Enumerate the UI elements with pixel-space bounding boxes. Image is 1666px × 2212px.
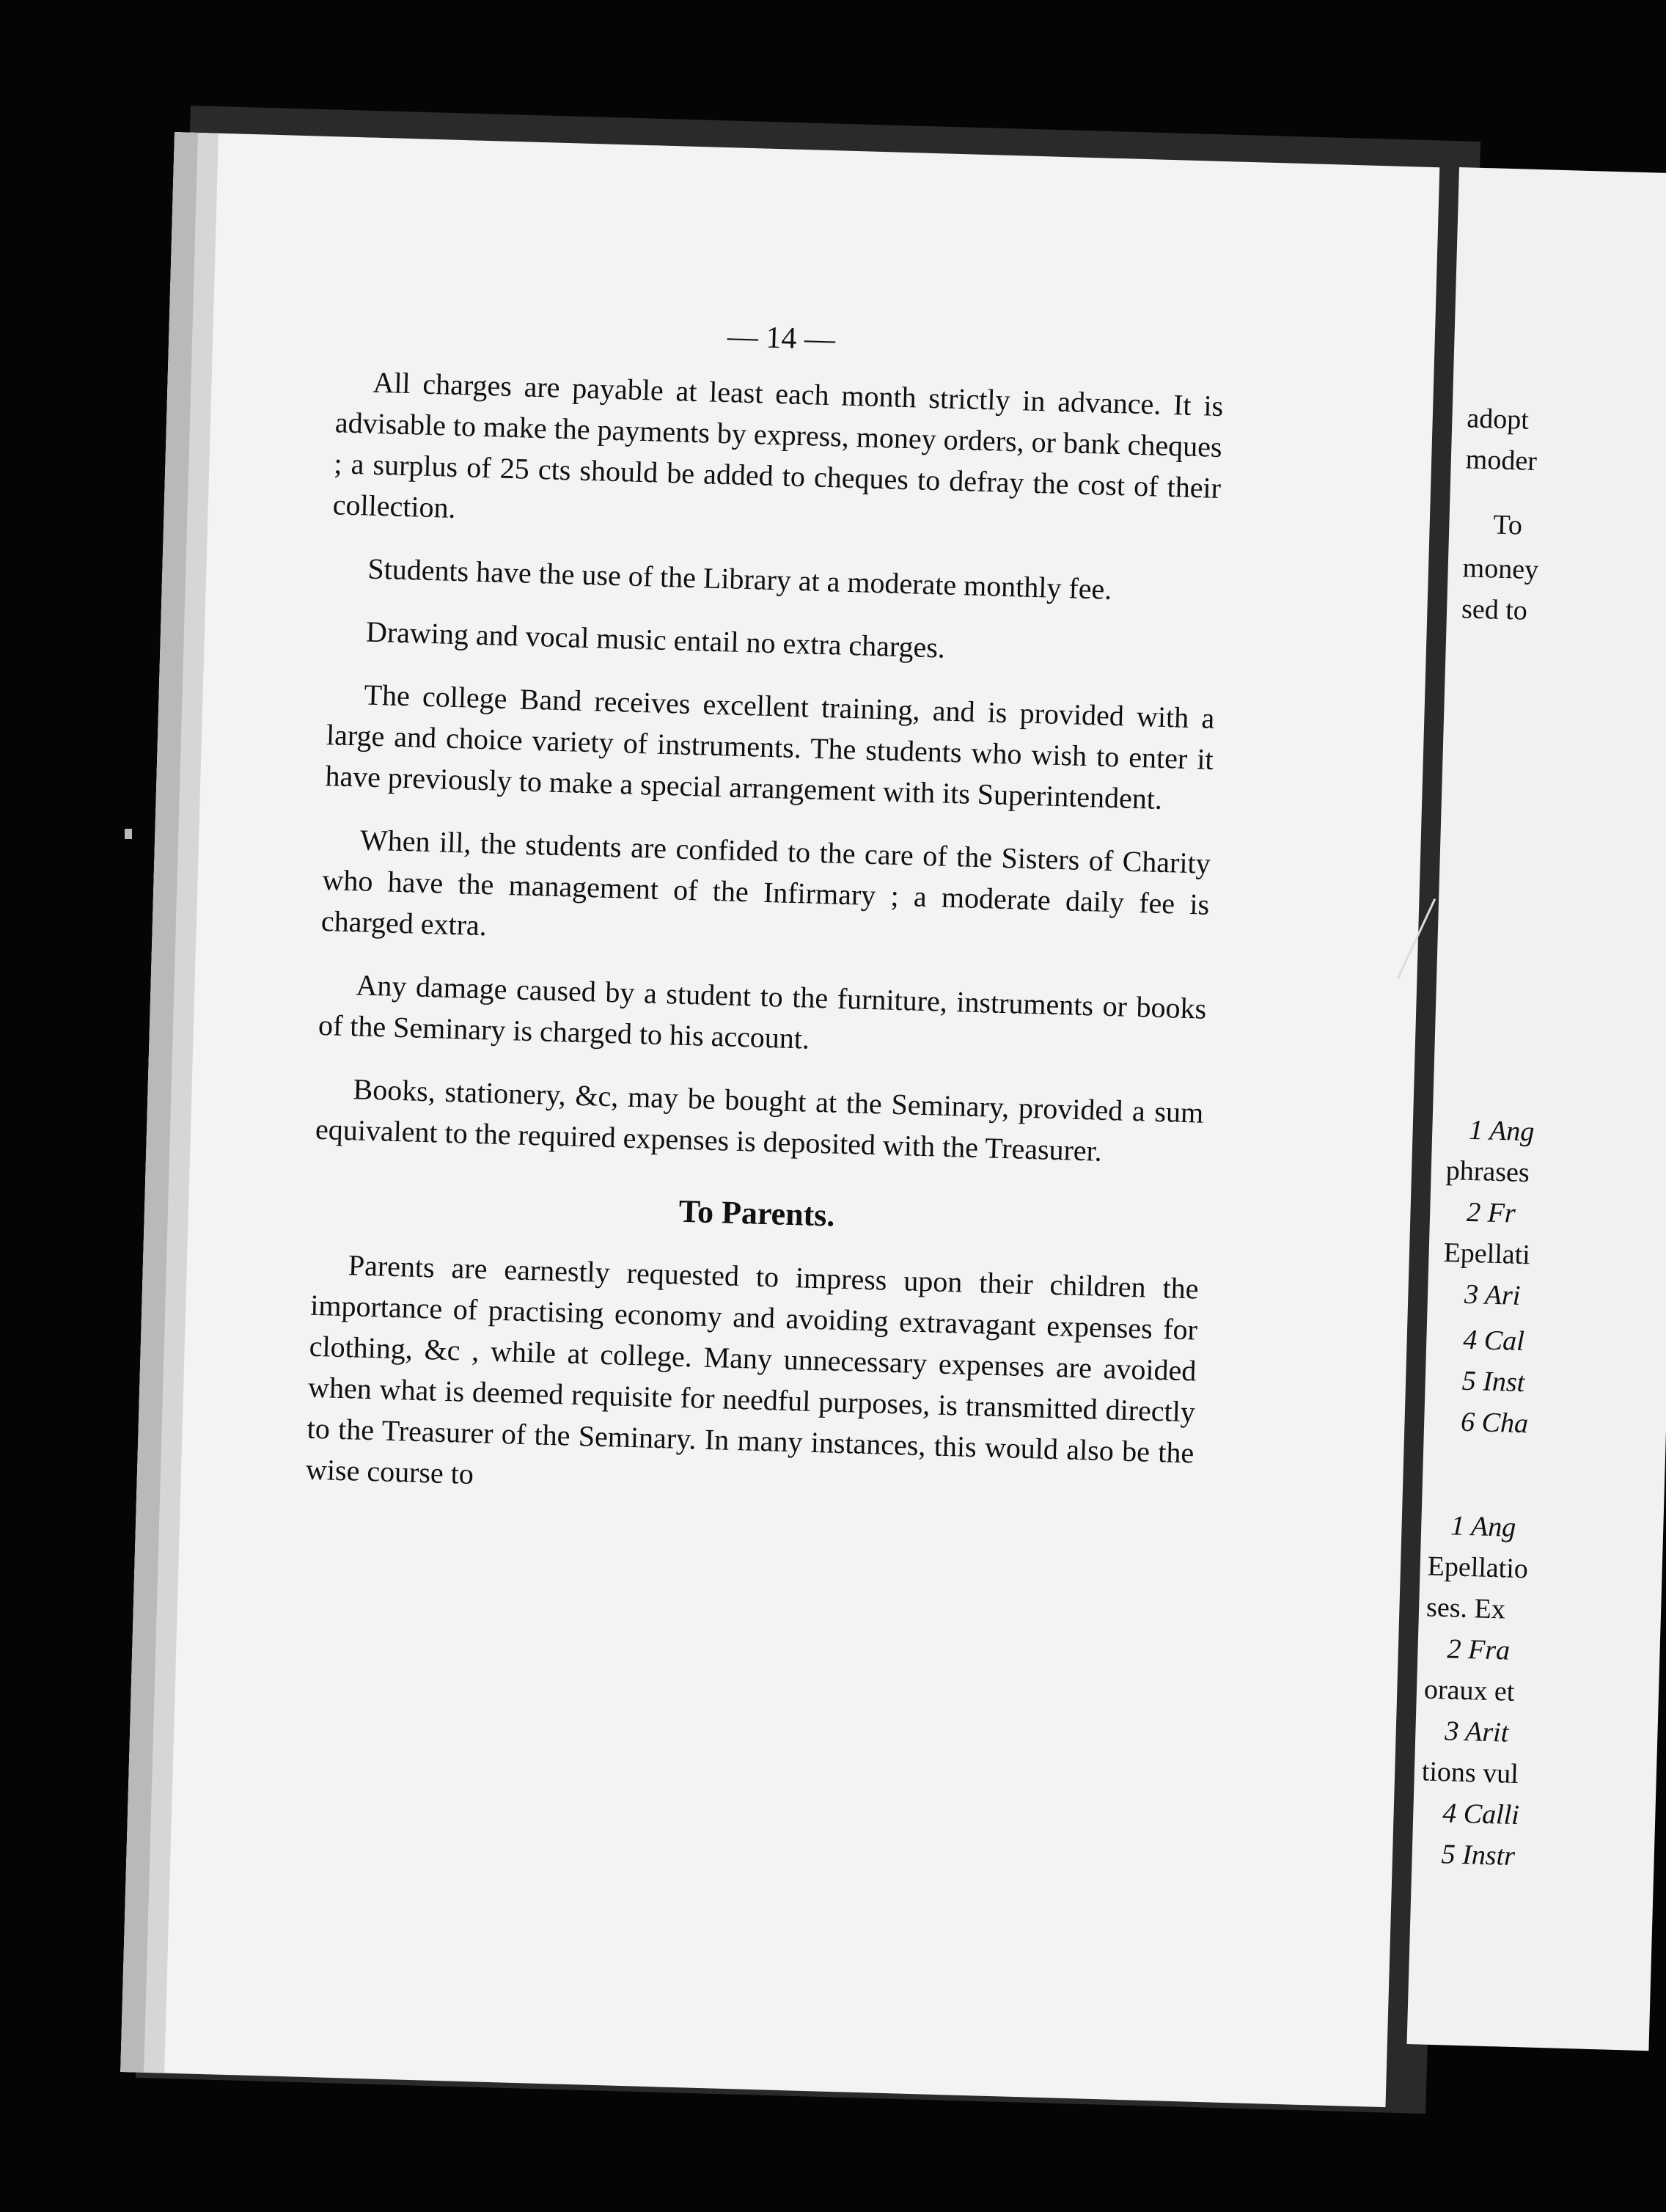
left-page-text bbox=[305, 305, 1225, 1537]
paragraph-drawing-music: Drawing and vocal music entail no extra charges. bbox=[365, 615, 946, 664]
right-fragment-line: moder bbox=[1465, 444, 1538, 477]
right-fragment-line: 1 Ang bbox=[1450, 1510, 1516, 1543]
right-fragment-line: Epellati bbox=[1443, 1237, 1531, 1271]
right-fragment-line: phrases bbox=[1445, 1155, 1530, 1189]
right-fragment-line: ses. Ex bbox=[1425, 1592, 1506, 1625]
right-fragment-line: Epellatio bbox=[1427, 1550, 1529, 1585]
section-heading-to-parents: To Parents. bbox=[678, 1193, 836, 1234]
right-fragment-line: sed to bbox=[1461, 593, 1528, 626]
paragraph-band: The college Band receives excellent training, and is provided with a large and choice variety of instruments. The students who wish to enter it have previously to make a special arrangement with its Superintendent. bbox=[324, 678, 1215, 816]
right-fragment-line: oraux et bbox=[1423, 1674, 1516, 1707]
left-page bbox=[120, 132, 1439, 2107]
paragraph-parents: Parents are earnestly requested to impress upon their children the importance of practising economy and avoiding extravagant expenses for clothing, &c , while at college. Many unnecessary expenses are avoided when what is deemed requisite for needful purposes, is transmitted directly to the Treasurer of the Seminary. In many instances, this would also be the wise course to bbox=[305, 1248, 1200, 1491]
right-fragment-line: 1 Ang bbox=[1468, 1114, 1535, 1148]
paragraph-books-stationery: Books, stationery, &c, may be bought at the Seminary, provided a sum equivalent to the required expenses is deposited with the Treasurer. bbox=[315, 1072, 1204, 1168]
right-fragment-line: tions vul bbox=[1421, 1756, 1519, 1790]
paragraph-infirmary: When ill, the students are confided to the care of the Sisters of Charity who have the management of the Infirmary ; a moderate daily fee is charged extra. bbox=[320, 823, 1211, 942]
right-fragment-line: 3 Arit bbox=[1444, 1715, 1509, 1748]
paragraph-library: Students have the use of the Library at a moderate monthly fee. bbox=[367, 552, 1112, 606]
right-fragment-line: 6 Cha bbox=[1460, 1406, 1529, 1440]
right-fragment-line: 4 Cal bbox=[1462, 1324, 1525, 1358]
right-fragment-line: 5 Instr bbox=[1441, 1839, 1516, 1872]
page-number: — 14 — bbox=[727, 320, 836, 357]
right-fragment-line: To bbox=[1492, 509, 1523, 541]
right-fragment-line: 2 Fr bbox=[1466, 1196, 1516, 1229]
paragraph-damage: Any damage caused by a student to the furniture, instruments or books of the Seminary is charged to his account. bbox=[318, 968, 1207, 1055]
right-fragment-line: 4 Calli bbox=[1442, 1798, 1520, 1831]
right-fragment-line: adopt bbox=[1466, 403, 1530, 436]
right-fragment-line: 2 Fra bbox=[1446, 1633, 1511, 1666]
right-fragment-line: money bbox=[1462, 552, 1539, 586]
right-fragment-line: 3 Ari bbox=[1464, 1278, 1522, 1311]
right-fragment-line: 5 Inst bbox=[1461, 1365, 1525, 1399]
paragraph-charges: All charges are payable at least each month strictly in advance. It is advisable to make the payments by express, money orders, or bank cheques ; a surplus of 25 cts should be added to cheques to defray the cost of their collection. bbox=[332, 365, 1224, 524]
film-speck-mark bbox=[125, 829, 132, 839]
